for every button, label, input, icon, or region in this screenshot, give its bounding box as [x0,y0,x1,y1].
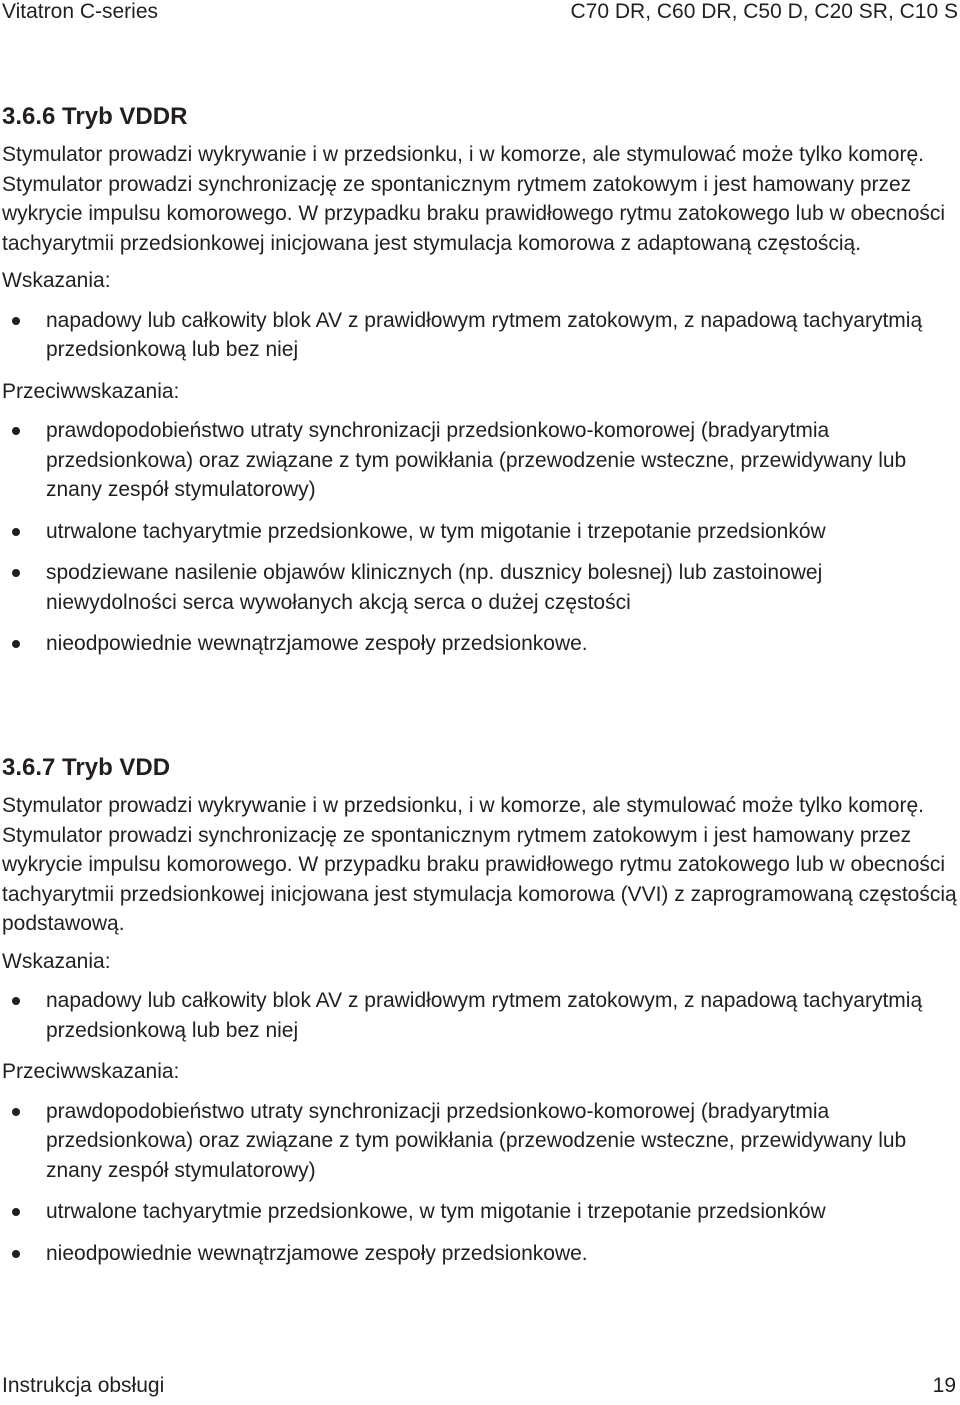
section-paragraph: Stymulator prowadzi wykrywanie i w przedsionku, i w komorze, ale stymulować może tylko komorę. Stymulator prowadzi synchronizację ze spontanicznym rytmem zatokowym i jest hamowany przez wykrycie impulsu komorowego. W przypadku braku prawidłowego rytmu zatokowego lub w obecności tachyarytmii przedsionkowej inicjowana jest stymulacja komorowa (VVI) z zaprogramowaną częstością podstawową. [2,794,957,935]
list-item-text: utrwalone tachyarytmie przedsionkowe, w tym migotanie i trzepotanie przedsionków [46,519,826,543]
section-title: 3.6.7 Tryb VDD [2,754,171,781]
list-item-text: prawdopodobieństwo utraty synchronizacji przedsionkowo-komorowej (bradyarytmia przedsionkowa) oraz związane z tym powikłania (przewodzenie wsteczne, przewidywany lub znany zespół stymulatorowy) [46,419,907,501]
list-item [2,1239,958,1269]
list-item [2,986,958,1045]
list-item [2,1197,958,1227]
contraindications-label: Przeciwwskazania: [2,1060,180,1083]
indications-list [2,306,958,365]
list-item-text: nieodpowiednie wewnątrzjamowe zespoły przedsionkowe. [46,1241,588,1265]
list-item-text: utrwalone tachyarytmie przedsionkowe, w tym migotanie i trzepotanie przedsionków [46,1200,826,1223]
list-item-text: napadowy lub całkowity blok AV z prawidłowym rytmem zatokowym, z napadową tachyarytmią przedsionkową lub bez niej [46,308,923,361]
bullet-icon [12,640,20,648]
section-paragraph: Stymulator prowadzi wykrywanie i w przedsionku, i w komorze, ale stymulować może tylko komorę. Stymulator prowadzi synchronizację ze spontanicznym rytmem zatokowym i jest hamowany przez wykrycie impulsu komorowego. W przypadku braku prawidłowego rytmu zatokowego lub w obecności tachyarytmii przedsionkowej inicjowana jest stymulacja komorowa z adaptowaną częstością. [2,143,946,255]
indications-list [2,986,958,1045]
contraindications-list [2,416,958,659]
running-footer [0,1374,960,1402]
section-vddr [2,103,958,671]
contraindications-label: Przeciwwskazania: [2,379,180,403]
indications-label: Wskazania: [2,269,111,292]
footer-document-title: Instrukcja obsługi [2,1374,165,1397]
header-model-list: C70 DR, C60 DR, C50 D, C20 SR, C10 S [570,0,958,23]
list-item [2,306,958,365]
bullet-icon [12,569,20,577]
bullet-icon [12,1108,20,1116]
contraindications-list [2,1097,958,1269]
bullet-icon [12,317,20,325]
list-item [2,629,958,659]
bullet-icon [12,997,20,1005]
bullet-icon [12,528,20,536]
list-item [2,517,958,547]
list-item [2,416,958,505]
bullet-icon [12,427,20,435]
running-header [0,0,960,28]
list-item-text: napadowy lub całkowity blok AV z prawidłowym rytmem zatokowym, z napadową tachyarytmią przedsionkową lub bez niej [46,989,923,1042]
list-item-text: nieodpowiednie wewnątrzjamowe zespoły przedsionkowe. [46,632,588,655]
list-item [2,1097,958,1186]
bullet-icon [12,1208,20,1216]
list-item-text: spodziewane nasilenie objawów klinicznych (np. dusznicy bolesnej) lub zastoinowej niewydolności serca wywołanych akcją serca o dużej częstości [46,561,823,614]
indications-label: Wskazania: [2,949,111,973]
section-title: 3.6.6 Tryb VDDR [2,103,188,130]
section-vdd [2,754,958,1280]
bullet-icon [12,1250,20,1258]
header-product-series: Vitatron C-series [2,0,159,23]
page-number: 19 [932,1374,956,1397]
list-item-text: prawdopodobieństwo utraty synchronizacji przedsionkowo-komorowej (bradyarytmia przedsionkowa) oraz związane z tym powikłania (przewodzenie wsteczne, przewidywany lub znany zespół stymulatorowy) [46,1099,907,1182]
list-item [2,558,958,617]
